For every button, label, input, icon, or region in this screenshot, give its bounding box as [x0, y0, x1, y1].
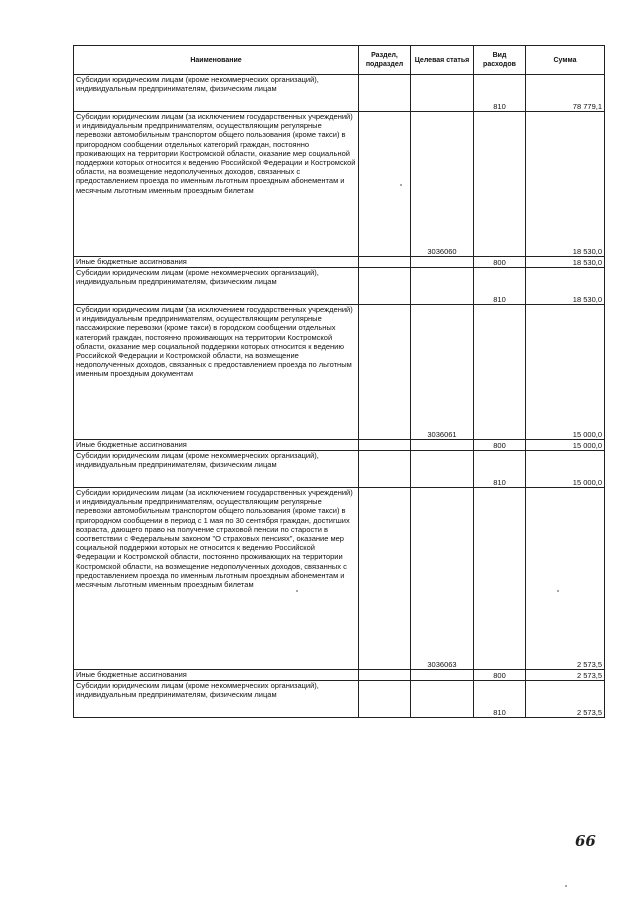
cell-kind: 810 — [474, 681, 526, 718]
header-name: Наименование — [74, 46, 359, 75]
page-number: 66 — [575, 832, 596, 850]
cell-section — [359, 112, 411, 257]
cell-section — [359, 75, 411, 112]
cell-target — [411, 75, 474, 112]
header-sum: Сумма — [526, 46, 605, 75]
cell-target — [411, 440, 474, 451]
cell-section — [359, 681, 411, 718]
scan-speck — [565, 885, 567, 887]
cell-name: Иные бюджетные ассигнования — [74, 257, 359, 268]
header-section: Раздел, подраздел — [359, 46, 411, 75]
cell-kind: 800 — [474, 257, 526, 268]
scan-speck — [557, 590, 559, 592]
cell-target: 3036060 — [411, 112, 474, 257]
table-row — [74, 305, 605, 440]
cell-section — [359, 268, 411, 305]
cell-name: Субсидии юридическим лицам (за исключением государственных учреждений) и индивидуальным предпринимателям, осуществляющим регулярные перевозки автомобильным транспортом общего пользования (кроме такси) в пригородном сообщении отдельных категорий граждан, постоянно проживающих на территории Костромской области, оказание мер социальной поддержки которых относится к ведению Российской Федерации и Костромской области, на возмещение недополученных доходов, связанных с предоставлением проезда по именным льготным проездным абонементам и месячным льготным именным проездным билетам — [74, 112, 359, 257]
cell-section — [359, 257, 411, 268]
cell-section — [359, 488, 411, 670]
cell-section — [359, 305, 411, 440]
cell-kind: 810 — [474, 451, 526, 488]
budget-table — [73, 45, 605, 718]
table-row — [74, 681, 605, 718]
cell-sum: 15 000,0 — [526, 440, 605, 451]
table-row — [74, 451, 605, 488]
cell-sum: 18 530,0 — [526, 257, 605, 268]
cell-sum: 2 573,5 — [526, 488, 605, 670]
table-body — [74, 75, 605, 718]
cell-section — [359, 670, 411, 681]
cell-name: Субсидии юридическим лицам (за исключением государственных учреждений) и индивидуальным предпринимателям, осуществляющим регулярные перевозки автомобильным транспортом общего пользования (кроме такси) в пригородном сообщении в период с 1 мая по 30 сентября граждан, достигших возраста, дающего право на получение страховой пенсии по старости в соответствии с Федеральным законом "О страховых пенсиях", оказание мер социальной поддержки которых не относится к ведению Российской Федерации и Костромской области, постоянно проживающих на территории Костромской области, на возмещение недополученных доходов, связанных с предоставлением проезда по именным льготным проездным абонементам и месячным льготным именным проездным билетам — [74, 488, 359, 670]
cell-kind — [474, 305, 526, 440]
cell-target — [411, 670, 474, 681]
cell-target — [411, 681, 474, 718]
cell-sum: 2 573,5 — [526, 670, 605, 681]
table-header-row — [74, 46, 605, 75]
cell-target — [411, 268, 474, 305]
cell-name: Субсидии юридическим лицам (кроме некоммерческих организаций), индивидуальным предпринимателям, физическим лицам — [74, 75, 359, 112]
cell-kind: 810 — [474, 268, 526, 305]
cell-kind: 800 — [474, 670, 526, 681]
scan-speck — [296, 590, 298, 592]
cell-target — [411, 451, 474, 488]
cell-kind — [474, 488, 526, 670]
header-target: Целевая статья — [411, 46, 474, 75]
cell-kind — [474, 112, 526, 257]
cell-sum: 18 530,0 — [526, 268, 605, 305]
table-row — [74, 440, 605, 451]
table-row — [74, 670, 605, 681]
cell-target: 3036063 — [411, 488, 474, 670]
cell-name: Субсидии юридическим лицам (кроме некоммерческих организаций), индивидуальным предпринимателям, физическим лицам — [74, 681, 359, 718]
cell-name: Иные бюджетные ассигнования — [74, 440, 359, 451]
cell-name: Иные бюджетные ассигнования — [74, 670, 359, 681]
cell-target — [411, 257, 474, 268]
cell-name: Субсидии юридическим лицам (за исключением государственных учреждений) и индивидуальным предпринимателям, осуществляющим регулярные пассажирские перевозки (кроме такси) в городском сообщении отдельных категорий граждан, постоянно проживающих на территории Костромской области, оказание мер социальной поддержки которых относится к ведению Российской Федерации и Костромской области, на возмещение недополученных доходов, связанных с предоставлением проезда по льготным именным проездным документам — [74, 305, 359, 440]
cell-sum: 2 573,5 — [526, 681, 605, 718]
cell-sum: 15 000,0 — [526, 305, 605, 440]
cell-kind: 800 — [474, 440, 526, 451]
table-row — [74, 268, 605, 305]
cell-sum: 18 530,0 — [526, 112, 605, 257]
cell-target: 3036061 — [411, 305, 474, 440]
table-row — [74, 75, 605, 112]
table-row — [74, 488, 605, 670]
cell-sum: 15 000,0 — [526, 451, 605, 488]
cell-section — [359, 440, 411, 451]
cell-sum: 78 779,1 — [526, 75, 605, 112]
scan-speck — [400, 184, 402, 186]
table-row — [74, 257, 605, 268]
cell-name: Субсидии юридическим лицам (кроме некоммерческих организаций), индивидуальным предпринимателям, физическим лицам — [74, 268, 359, 305]
header-kind: Вид расходов — [474, 46, 526, 75]
table-row — [74, 112, 605, 257]
cell-kind: 810 — [474, 75, 526, 112]
cell-section — [359, 451, 411, 488]
cell-name: Субсидии юридическим лицам (кроме некоммерческих организаций), индивидуальным предпринимателям, физическим лицам — [74, 451, 359, 488]
